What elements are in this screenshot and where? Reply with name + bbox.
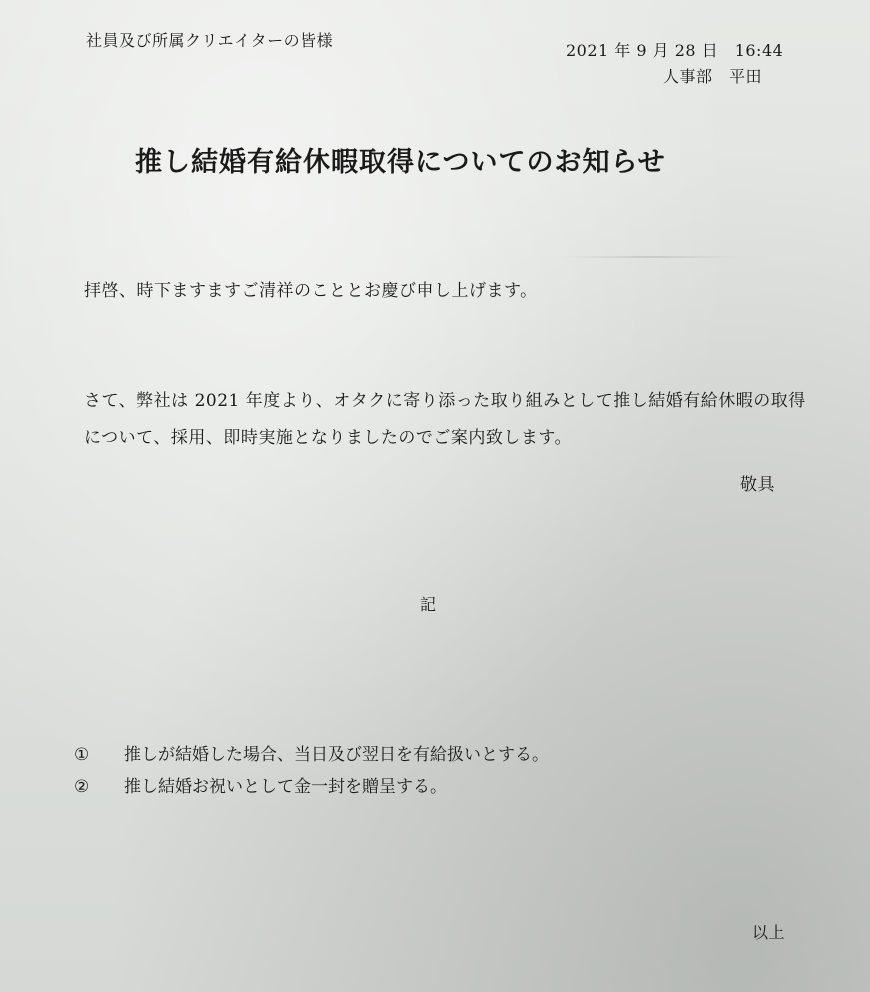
end-mark: 以上 (752, 923, 786, 942)
item-number: ① (74, 745, 90, 765)
item-number: ② (74, 777, 90, 797)
record-heading: 記 (420, 595, 437, 614)
list-item (74, 740, 549, 765)
document-title: 推し結婚有給休暇取得についてのお知らせ (135, 147, 666, 178)
item-text: 推し結婚お祝いとして金一封を贈呈する。 (124, 777, 447, 797)
greeting-line: 拝啓、時下ますますご清祥のこととお慶び申し上げます。 (84, 281, 538, 301)
recipient-line: 社員及び所属クリエイターの皆様 (86, 31, 334, 50)
paper-crease (560, 256, 740, 258)
list-item (74, 772, 447, 797)
body-paragraph-line-1: さて、弊社は 2021 年度より、オタクに寄り添った取り組みとして推し結婚有給休暇の取得 (84, 391, 806, 411)
department-signature: 人事部 平田 (663, 67, 763, 86)
body-paragraph-line-2: について、採用、即時実施となりましたのでご案内致します。 (84, 428, 572, 448)
closing-phrase: 敬具 (740, 475, 775, 495)
date-line: 2021 年 9 月 28 日 16:44 (566, 41, 784, 60)
item-text: 推しが結婚した場合、当日及び翌日を有給扱いとする。 (124, 745, 549, 765)
